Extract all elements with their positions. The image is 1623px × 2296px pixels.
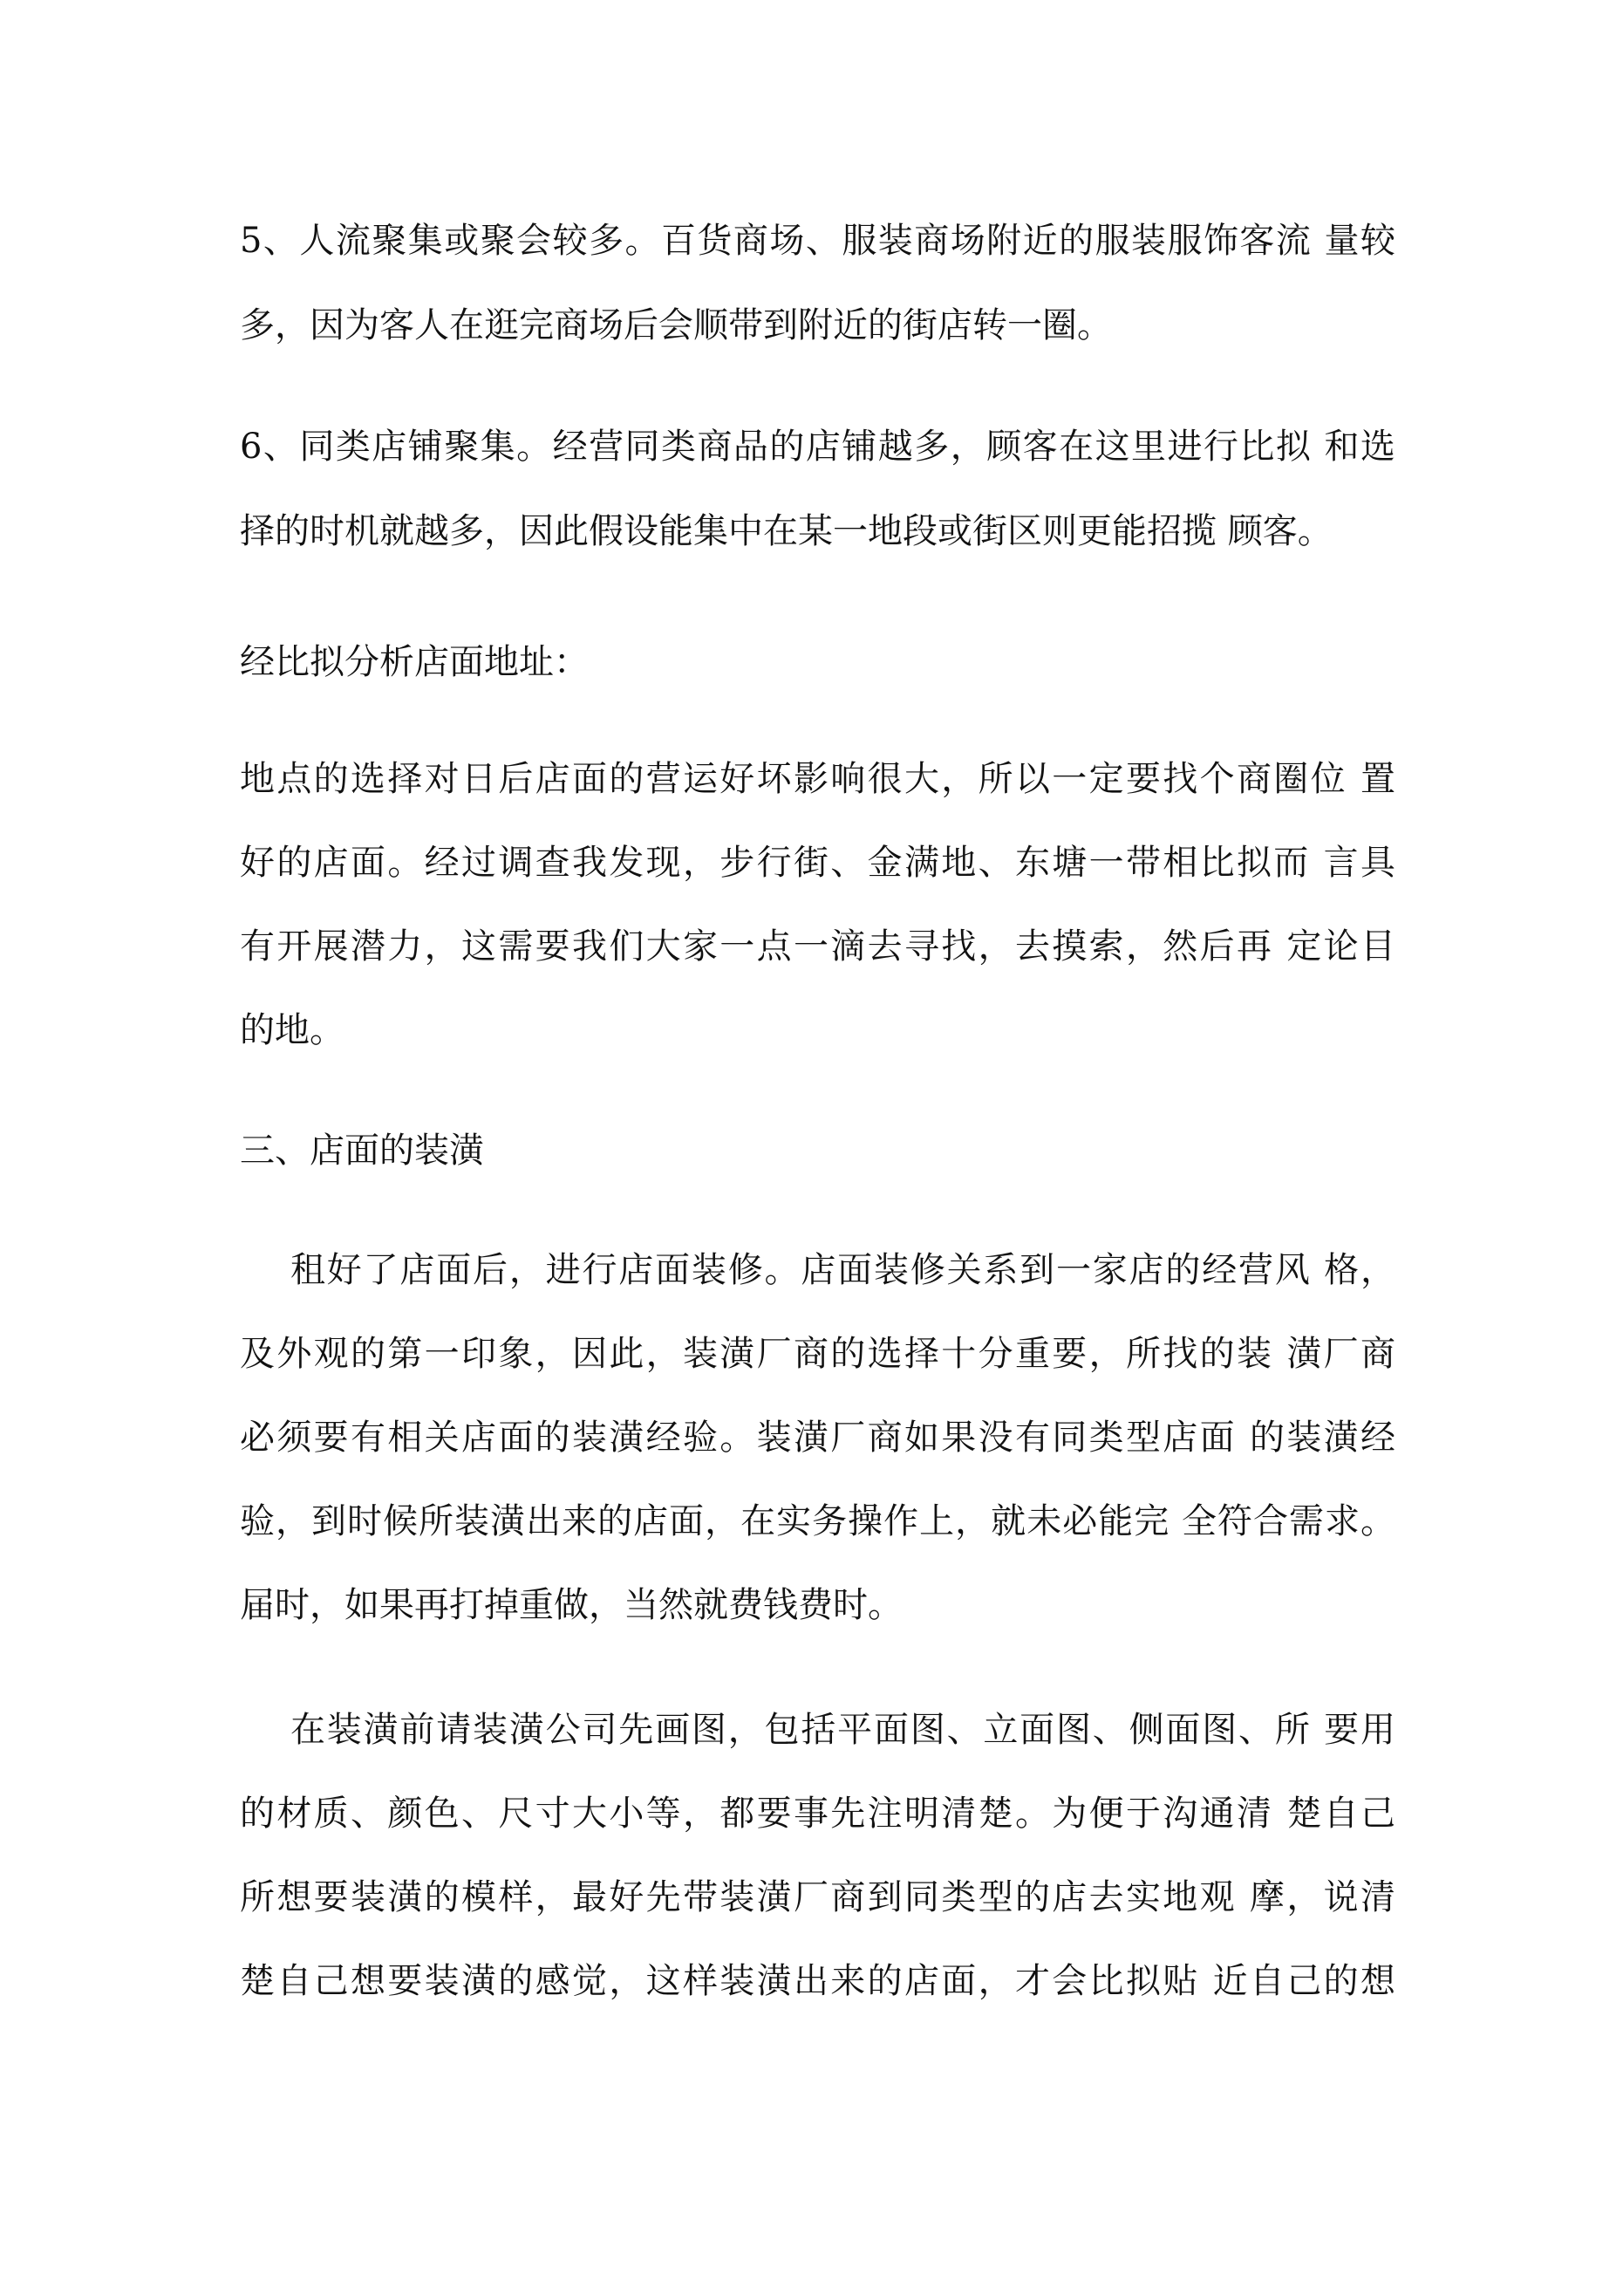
paragraph-4-line-2: 好的店面。经过调查我发现，步行街、金满地、东塘一带相比拟而 言具 [240, 843, 1395, 883]
paragraph-6-line-5: 届时，如果再打掉重做，当然就费钱费时。 [240, 1585, 903, 1625]
paragraph-7-line-3: 所想要装潢的模样，最好先带装潢厂商到同类型的店去实地观 摩，说清 [240, 1877, 1395, 1917]
paragraph-4-line-3: 有开展潜力，这需要我们大家一点一滴去寻找，去摸索，然后再 定论目 [240, 926, 1395, 967]
paragraph-2-line-1: 6、同类店铺聚集。经营同类商品的店铺越多，顾客在这里进行比拟 和选 [240, 427, 1395, 467]
paragraph-7-line-2: 的材质、颜色、尺寸大小等，都要事先注明清楚。为便于沟通清 楚自己 [240, 1794, 1395, 1834]
paragraph-6-line-1: 租好了店面后，进行店面装修。店面装修关系到一家店的经营风 格， [290, 1250, 1395, 1290]
paragraph-4-line-4: 的地。 [240, 1010, 344, 1050]
paragraph-6-line-3: 必须要有相关店面的装潢经验。装潢厂商如果没有同类型店面 的装潢经 [240, 1418, 1395, 1458]
paragraph-7-line-4: 楚自己想要装潢的感觉，这样装潢出来的店面，才会比拟贴 近自己的想 [240, 1961, 1395, 2001]
paragraph-4-line-1: 地点的选择对日后店面的营运好坏影响很大，所以一定要找个商圈位 置 [240, 759, 1395, 799]
paragraph-6-line-4: 验，到时候所装潢出来的店面，在实务操作上，就未必能完 全符合需求。 [240, 1501, 1395, 1541]
paragraph-1-line-1: 5、人流聚集或聚会较多。百货商场、服装商场附近的服装服饰客流 量较 [240, 221, 1395, 261]
paragraph-3-line-1: 经比拟分析店面地址： [240, 642, 589, 682]
section-heading: 三、店面的装潢 [240, 1131, 484, 1171]
paragraph-1-line-2: 多，因为客人在逛完商场后会顺带到附近的街店转一圈。 [240, 305, 1112, 345]
paragraph-2-line-2: 择的时机就越多，因此假设能集中在某一地段或街区则更能招揽 顾客。 [240, 511, 1333, 551]
paragraph-6-line-2: 及外观的第一印象，因此，装潢厂商的选择十分重要，所找的装 潢厂商 [240, 1334, 1395, 1374]
paragraph-7-line-1: 在装潢前请装潢公司先画图，包括平面图、立面图、侧面图、所 要用 [290, 1710, 1395, 1750]
